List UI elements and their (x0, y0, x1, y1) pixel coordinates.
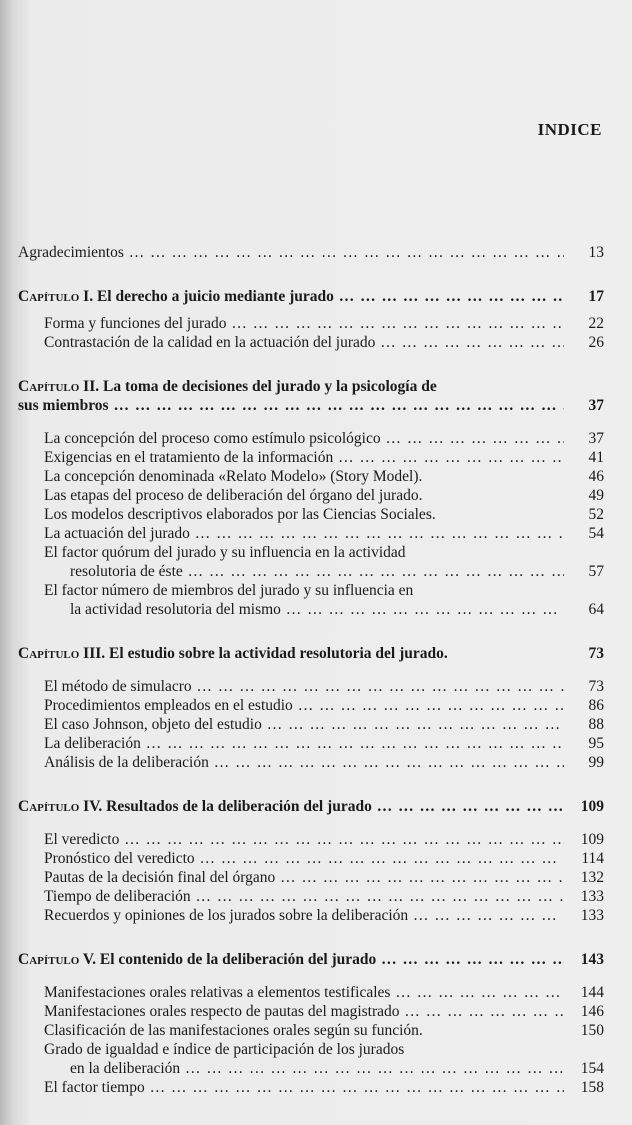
entry-title: Manifestaciones orales relativas a elementos testificales … … … … … … … … … … … … … … … … … … … … … … … … … … (44, 983, 564, 1002)
entry-page: 17 (588, 288, 604, 305)
entry-title: Grado de igualdad e índice de participación de los jurados (44, 1041, 405, 1058)
entry-page: 64 (588, 601, 604, 618)
table-of-contents (18, 243, 604, 1097)
toc-entry (18, 868, 604, 887)
toc-entry (18, 753, 604, 772)
entry-title: La concepción denominada «Relato Modelo» (Story Model). (44, 468, 423, 485)
entry-title: Las etapas del proceso de deliberación del órgano del jurado. (44, 487, 423, 504)
entry-page: 37 (588, 397, 604, 414)
entry-title: Análisis de la deliberación … … … … … … … … … … … … … … … … … … … … … … … … … … (44, 753, 564, 772)
entry-title-continued: en la deliberación … … … … … … … … … … … … … … … … … … … … … … … … … … (70, 1059, 564, 1078)
entry-title: El factor número de miembros del jurado y su influencia en (44, 582, 414, 599)
index-heading: INDICE (537, 120, 602, 139)
entry-title: El método de simulacro … … … … … … … … … … … … … … … … … … … … … … … … … … (44, 677, 564, 696)
entry-page: 57 (588, 563, 604, 580)
entry-title: El factor tiempo … … … … … … … … … … … … … … … … … … … … … … … … … … (44, 1078, 564, 1097)
toc-entry (18, 887, 604, 906)
entry-title-continued: la actividad resolutoria del mismo … … … … … … … … … … … … … … … … … … … … … … … … … … (70, 600, 564, 619)
entry-page: 37 (588, 430, 604, 447)
toc-entry-continued (18, 600, 604, 619)
entry-page: 109 (580, 831, 604, 848)
entry-page: 158 (580, 1079, 604, 1096)
toc-chapter-5 (18, 950, 604, 969)
entry-page: 132 (580, 869, 604, 886)
entry-title: Los modelos descriptivos elaborados por las Ciencias Sociales. (44, 506, 436, 523)
entry-title: Pautas de la decisión final del órgano … … … … … … … … … … … … … … … … … … … … … … … … … … (44, 868, 564, 887)
entry-title: Clasificación de las manifestaciones orales según su función. (44, 1022, 423, 1039)
toc-entry (18, 467, 604, 486)
toc-entry (18, 677, 604, 696)
chapter-title: El estudio sobre la actividad resolutoria del jurado. (109, 645, 448, 662)
toc-entry (18, 696, 604, 715)
chapter-label: Capítulo II. (18, 378, 100, 395)
toc-chapter-4 (18, 797, 604, 816)
chapter-label: Capítulo V. (18, 951, 96, 968)
entry-title: Forma y funciones del jurado … … … … … … … … … … … … … … … … … … … … … … … … … … (44, 314, 564, 333)
toc-entry (18, 429, 604, 448)
chapter-title: El derecho a juicio mediante jurado (96, 288, 334, 305)
entry-page: 46 (588, 468, 604, 485)
chapter-title: Resultados de la deliberación del jurado (106, 798, 372, 815)
toc-entry (18, 715, 604, 734)
entry-page: 144 (580, 984, 604, 1001)
entry-title: La actuación del jurado … … … … … … … … … … … … … … … … … … … … … … … … … … (44, 524, 564, 543)
chapter-label: Capítulo I. (18, 288, 94, 305)
toc-entry-continued (18, 1059, 604, 1078)
toc-entry-acknowledgements (18, 243, 604, 262)
entry-title: El caso Johnson, objeto del estudio … … … … … … … … … … … … … … … … … … … … … … … … … … (44, 715, 564, 734)
entry-title: Procedimientos empleados en el estudio … … … … … … … … … … … … … … … … … … … … … … … … … … (44, 696, 564, 715)
entry-title: Exigencias en el tratamiento de la información … … … … … … … … … … … … … … … … … … … … … … … … … … (44, 448, 564, 467)
toc-chapter-2-continued (18, 396, 604, 415)
entry-page: 143 (580, 951, 604, 968)
toc-chapter-1 (18, 287, 604, 306)
entry-title: Recuerdos y opiniones de los jurados sobre la deliberación … … … … … … … … … … … … … … … … … … … … … … … … … … (44, 906, 564, 925)
toc-entry-continued (18, 562, 604, 581)
entry-page: 109 (580, 798, 604, 815)
entry-page: 88 (588, 716, 604, 733)
entry-title: El factor quórum del jurado y su influencia en la actividad (44, 544, 406, 561)
toc-entry (18, 830, 604, 849)
entry-page: 95 (588, 735, 604, 752)
toc-chapter-2 (18, 377, 604, 396)
chapter-label: Capítulo III. (18, 645, 106, 662)
entry-title: Contrastación de la calidad en la actuación del jurado … … … … … … … … … … … … … … … … … … … … … … … … … … (44, 333, 564, 352)
entry-page: 86 (588, 697, 604, 714)
chapter-label: Capítulo IV. (18, 798, 103, 815)
entry-page: 133 (580, 907, 604, 924)
entry-page: 41 (588, 449, 604, 466)
toc-entry (18, 448, 604, 467)
entry-page: 22 (588, 315, 604, 332)
chapter-title: La toma de decisiones del jurado y la psicología de (103, 378, 437, 395)
entry-page: 13 (588, 244, 604, 261)
toc-entry (18, 333, 604, 352)
toc-entry (18, 581, 604, 600)
toc-entry (18, 1021, 604, 1040)
entry-page: 146 (580, 1003, 604, 1020)
toc-entry (18, 543, 604, 562)
entry-page: 133 (580, 888, 604, 905)
toc-entry (18, 1078, 604, 1097)
toc-entry (18, 524, 604, 543)
entry-page: 73 (588, 645, 604, 662)
entry-page: 99 (588, 754, 604, 771)
chapter-title: El contenido de la deliberación del jurado (99, 951, 377, 968)
entry-page: 26 (588, 334, 604, 351)
toc-entry (18, 314, 604, 333)
entry-page: 150 (580, 1022, 604, 1039)
toc-entry (18, 906, 604, 925)
entry-page: 73 (588, 678, 604, 695)
entry-title: La deliberación … … … … … … … … … … … … … … … … … … … … … … … … … … (44, 734, 564, 753)
entry-page: 52 (588, 506, 604, 523)
toc-entry (18, 983, 604, 1002)
entry-page: 114 (581, 850, 604, 867)
entry-title: Pronóstico del veredicto … … … … … … … … … … … … … … … … … … … … … … … … … … (44, 849, 564, 868)
entry-title: Tiempo de deliberación … … … … … … … … … … … … … … … … … … … … … … … … … … (44, 887, 564, 906)
toc-entry (18, 1040, 604, 1059)
toc-entry (18, 505, 604, 524)
entry-page: 54 (588, 525, 604, 542)
toc-entry (18, 1002, 604, 1021)
entry-title: La concepción del proceso como estímulo psicológico … … … … … … … … … … … … … … … … … … … … … … … … … … (44, 429, 564, 448)
entry-title: Agradecimientos … … … … … … … … … … … … … … … … … … … … … … … … … … (18, 243, 564, 262)
toc-entry (18, 734, 604, 753)
entry-title: El veredicto … … … … … … … … … … … … … … … … … … … … … … … … … … (44, 830, 564, 849)
entry-page: 49 (588, 487, 604, 504)
toc-chapter-3 (18, 644, 604, 663)
entry-page: 154 (580, 1060, 604, 1077)
toc-entry (18, 849, 604, 868)
toc-entry (18, 486, 604, 505)
entry-title-continued: resolutoria de éste … … … … … … … … … … … … … … … … … … … … … … … … … … (70, 562, 564, 581)
chapter-title-continued: sus miembros … … … … … … … … … … … … … … … … … … … … … … … … … … (18, 396, 564, 415)
entry-title: Manifestaciones orales respecto de pautas del magistrado … … … … … … … … … … … … … … … … … … … … … … … … … … (44, 1002, 564, 1021)
